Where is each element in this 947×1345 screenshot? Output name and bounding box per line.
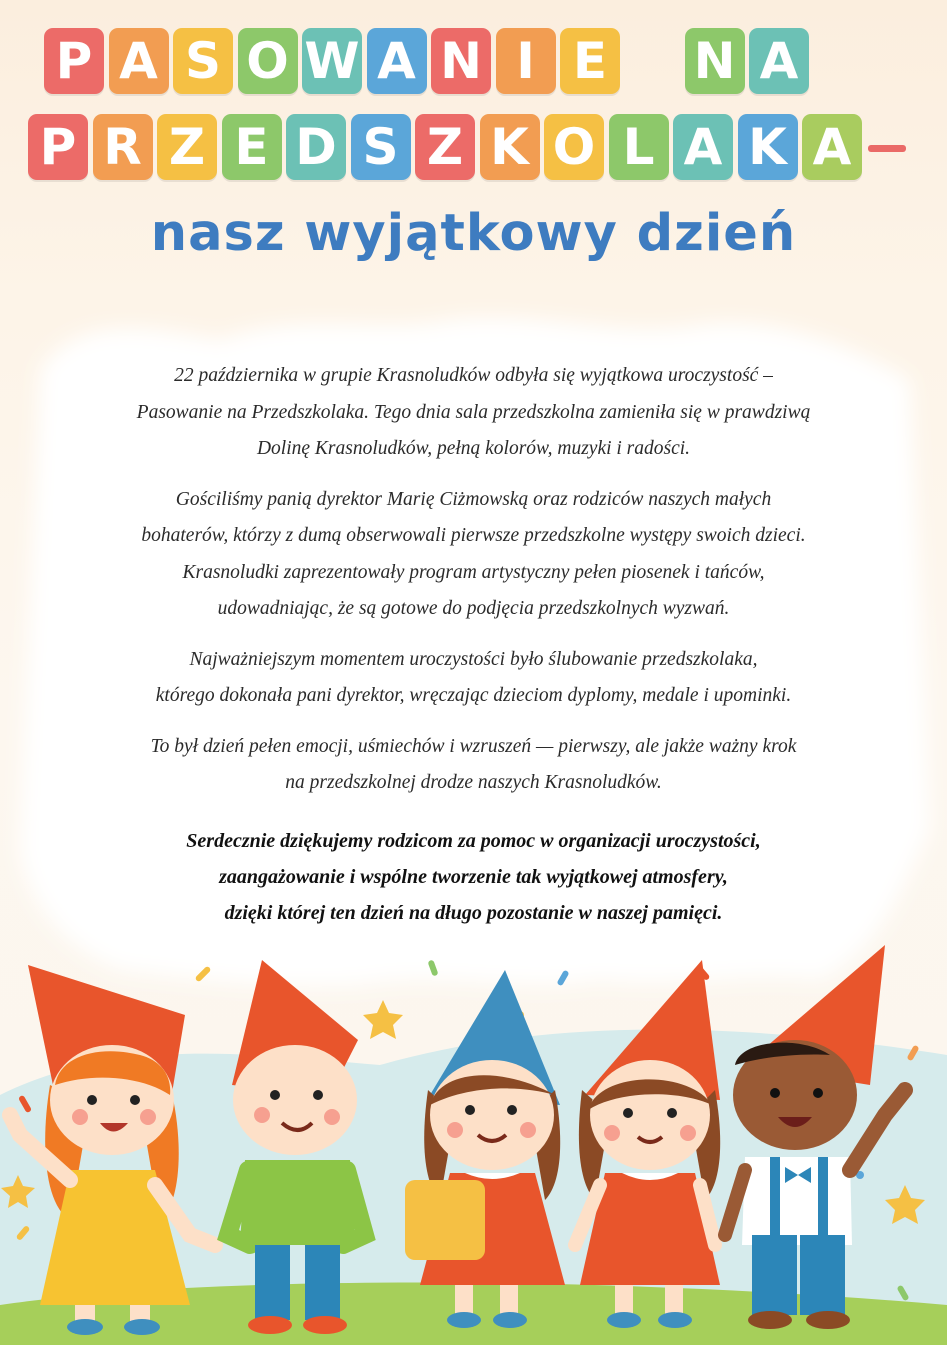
- title-letter-tile: P: [44, 28, 104, 94]
- title-letter-tile: P: [28, 114, 88, 180]
- paragraph-2: Gościliśmy panią dyrektor Marię Ciżmowską oraz rodziców naszych małych bohaterów, którzy z dumą obserwowali pierwsze przedszkolne występy swoich dzieci. Krasnoludki zaprezentowały program artystyczny pełen piosenek i tańców, udowadniając, że są gotowe do podjęcia przedszkolnych wyzwań.: [141, 488, 806, 619]
- title-letter-tile: Z: [415, 114, 475, 180]
- thanks-note: Serdecznie dziękujemy rodzicom za pomoc w organizacji uroczystości, zaangażowanie i wspólne tworzenie tak wyjątkowej atmosfery, dzięki której ten dzień na długo pozostanie w naszej pamięci.: [186, 830, 761, 924]
- title-letter-tile: O: [238, 28, 298, 94]
- paragraph-4: To był dzień pełen emocji, uśmiechów i wzruszeń — pierwszy, ale jakże ważny krok na przedszkolnej drodze naszych Krasnoludków.: [150, 735, 797, 793]
- title-letter-tile: D: [286, 114, 346, 180]
- title-letter-tile: R: [93, 114, 153, 180]
- title-letter-tile: A: [802, 114, 862, 180]
- star-icon: [363, 1000, 403, 1039]
- gnome-girl-red: [575, 960, 720, 1328]
- title-letter-tile: Z: [157, 114, 217, 180]
- subtitle: nasz wyjątkowy dzień: [150, 204, 797, 263]
- title-letter-tile: N: [431, 28, 491, 94]
- title-letter-tile: A: [109, 28, 169, 94]
- article-text: [40, 358, 907, 816]
- title-letter-tile: S: [351, 114, 411, 180]
- gnome-girl-scroll: [405, 970, 565, 1328]
- gnomes-illustration: [0, 945, 947, 1345]
- title-letter-tile: L: [609, 114, 669, 180]
- title-letter-tile: A: [673, 114, 733, 180]
- title-letter-tile: O: [544, 114, 604, 180]
- title-dash: [868, 145, 906, 152]
- title-letter-tile: S: [173, 28, 233, 94]
- paragraph-1: 22 października w grupie Krasnoludków odbyła się wyjątkowa uroczystość – Pasowanie na Przedszkolaka. Tego dnia sala przedszkolna zamieniła się w prawdziwą Dolinę Krasnoludków, pełną kolorów, muzyki i radości.: [136, 365, 811, 459]
- title-letter-tile: K: [480, 114, 540, 180]
- title-letter-tile: E: [560, 28, 620, 94]
- paragraph-3: Najważniejszym momentem uroczystości było ślubowanie przedszkolaka, którego dokonała pani dyrektor, wręczając dzieciom dyplomy, medale i upominki.: [155, 648, 792, 706]
- title-letter-tile: N: [685, 28, 745, 94]
- title-letter-tile: W: [302, 28, 362, 94]
- title-letter-tile: K: [738, 114, 798, 180]
- title-letter-tile: A: [749, 28, 809, 94]
- title-letter-tile: I: [496, 28, 556, 94]
- title-letter-tile: A: [367, 28, 427, 94]
- title-letter-tile: E: [222, 114, 282, 180]
